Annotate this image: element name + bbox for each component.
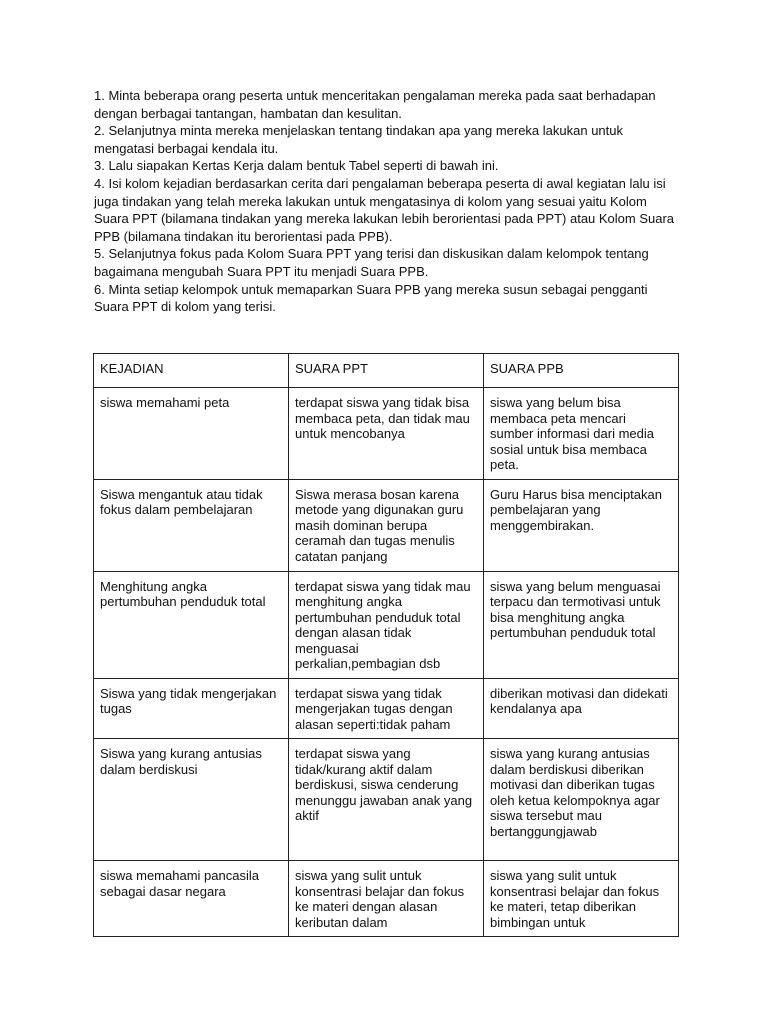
- worksheet-table: [93, 353, 679, 937]
- cell-suara-ppb: [484, 571, 679, 678]
- cell-suara-ppt: [289, 571, 484, 678]
- header-suara-ppt: SUARA PPT: [289, 354, 484, 388]
- cell-text: siswa yang sulit untuk konsentrasi belajar dan fokus ke materi, tetap diberikan bimbingan untuk: [490, 868, 660, 930]
- cell-kejadian: [94, 739, 289, 861]
- cell-kejadian: [94, 678, 289, 739]
- cell-kejadian: [94, 479, 289, 571]
- instruction-item: 2. Selanjutnya minta mereka menjelaskan tentang tindakan apa yang mereka lakukan untuk mengatasi berbagai kendala itu.: [94, 123, 623, 156]
- cell-text: siswa yang belum menguasai terpacu dan termotivasi untuk bisa menghitung angka pertumbuhan penduduk total: [490, 578, 661, 640]
- cell-kejadian: [94, 388, 289, 480]
- cell-suara-ppt: [289, 479, 484, 571]
- cell-text: terdapat siswa yang tidak mau menghitung angka pertumbuhan penduduk total dengan alasan tidak menguasai perkalian,pembagian dsb: [295, 578, 471, 671]
- header-kejadian: KEJADIAN: [94, 354, 289, 388]
- table-row: [94, 479, 679, 571]
- cell-kejadian: [94, 571, 289, 678]
- cell-suara-ppb: [484, 861, 679, 937]
- instruction-item: 4. Isi kolom kejadian berdasarkan cerita dari pengalaman beberapa peserta di awal kegiatan lalu isi juga tindakan yang telah mereka lakukan untuk mengatasinya di kolom yang sesuai yaitu Kolom Suara PPT (bilamana tindakan yang mereka lakukan lebih berorientasi pada PPT) atau Kolom Suara PPB (bilamana tindakan itu berorientasi pada PPB).: [94, 175, 675, 244]
- cell-suara-ppb: [484, 739, 679, 861]
- cell-suara-ppb: [484, 479, 679, 571]
- cell-text: Siswa yang tidak mengerjakan tugas: [100, 685, 277, 716]
- cell-suara-ppb: [484, 678, 679, 739]
- table-row: [94, 388, 679, 480]
- cell-text: Siswa mengantuk atau tidak fokus dalam pembelajaran: [100, 486, 263, 517]
- cell-text: Siswa merasa bosan karena metode yang digunakan guru masih dominan berupa ceramah dan tugas menulis catatan panjang: [295, 486, 464, 564]
- cell-text: siswa yang kurang antusias dalam berdiskusi diberikan motivasi dan diberikan tugas oleh ketua kelompoknya agar siswa tersebut mau bertanggungjawab: [490, 746, 660, 839]
- cell-text: diberikan motivasi dan didekati kendalanya apa: [490, 685, 668, 716]
- cell-suara-ppb: [484, 388, 679, 480]
- cell-text: Menghitung angka pertumbuhan penduduk total: [100, 578, 266, 609]
- table-row: [94, 739, 679, 861]
- cell-text: siswa yang belum bisa membaca peta mencari sumber informasi dari media sosial untuk bisa membaca peta.: [490, 395, 655, 472]
- cell-suara-ppt: [289, 678, 484, 739]
- cell-text: siswa memahami pancasila sebagai dasar negara: [100, 868, 259, 899]
- cell-text: siswa memahami peta: [100, 395, 230, 410]
- instructions-list: [94, 87, 684, 316]
- cell-text: terdapat siswa yang tidak bisa membaca peta, dan tidak mau untuk mencobanya: [295, 395, 470, 441]
- cell-suara-ppt: [289, 739, 484, 861]
- table-body: [94, 388, 679, 937]
- cell-text: terdapat siswa yang tidak/kurang aktif dalam berdiskusi, siswa cenderung menunggu jawaban anak yang aktif: [295, 746, 473, 823]
- header-row: [94, 354, 679, 388]
- table-row: [94, 571, 679, 678]
- instruction-item: 1. Minta beberapa orang peserta untuk menceritakan pengalaman mereka pada saat berhadapan dengan berbagai tantangan, hambatan dan kesulitan.: [94, 88, 656, 121]
- cell-suara-ppt: [289, 861, 484, 937]
- instruction-item: 5. Selanjutnya fokus pada Kolom Suara PPT yang terisi dan diskusikan dalam kelompok tentang bagaimana mengubah Suara PPT itu menjadi Suara PPB.: [94, 246, 649, 279]
- cell-suara-ppt: [289, 388, 484, 480]
- cell-text: siswa yang sulit untuk konsentrasi belajar dan fokus ke materi dengan alasan keributan dalam: [295, 868, 465, 930]
- cell-kejadian: [94, 861, 289, 937]
- table-row: [94, 678, 679, 739]
- cell-text: Guru Harus bisa menciptakan pembelajaran yang menggembirakan.: [490, 486, 662, 533]
- header-suara-ppb: SUARA PPB: [484, 354, 679, 388]
- table-header: [94, 354, 679, 388]
- instruction-item: 6. Minta setiap kelompok untuk memaparkan Suara PPB yang mereka susun sebagai pengganti Suara PPT di kolom yang terisi.: [94, 281, 648, 315]
- table-row: [94, 861, 679, 937]
- cell-text: Siswa yang kurang antusias dalam berdiskusi: [100, 746, 262, 777]
- instruction-item: 3. Lalu siapakan Kertas Kerja dalam bentuk Tabel seperti di bawah ini.: [94, 158, 499, 174]
- cell-text: terdapat siswa yang tidak mengerjakan tugas dengan alasan seperti:tidak paham: [295, 685, 453, 732]
